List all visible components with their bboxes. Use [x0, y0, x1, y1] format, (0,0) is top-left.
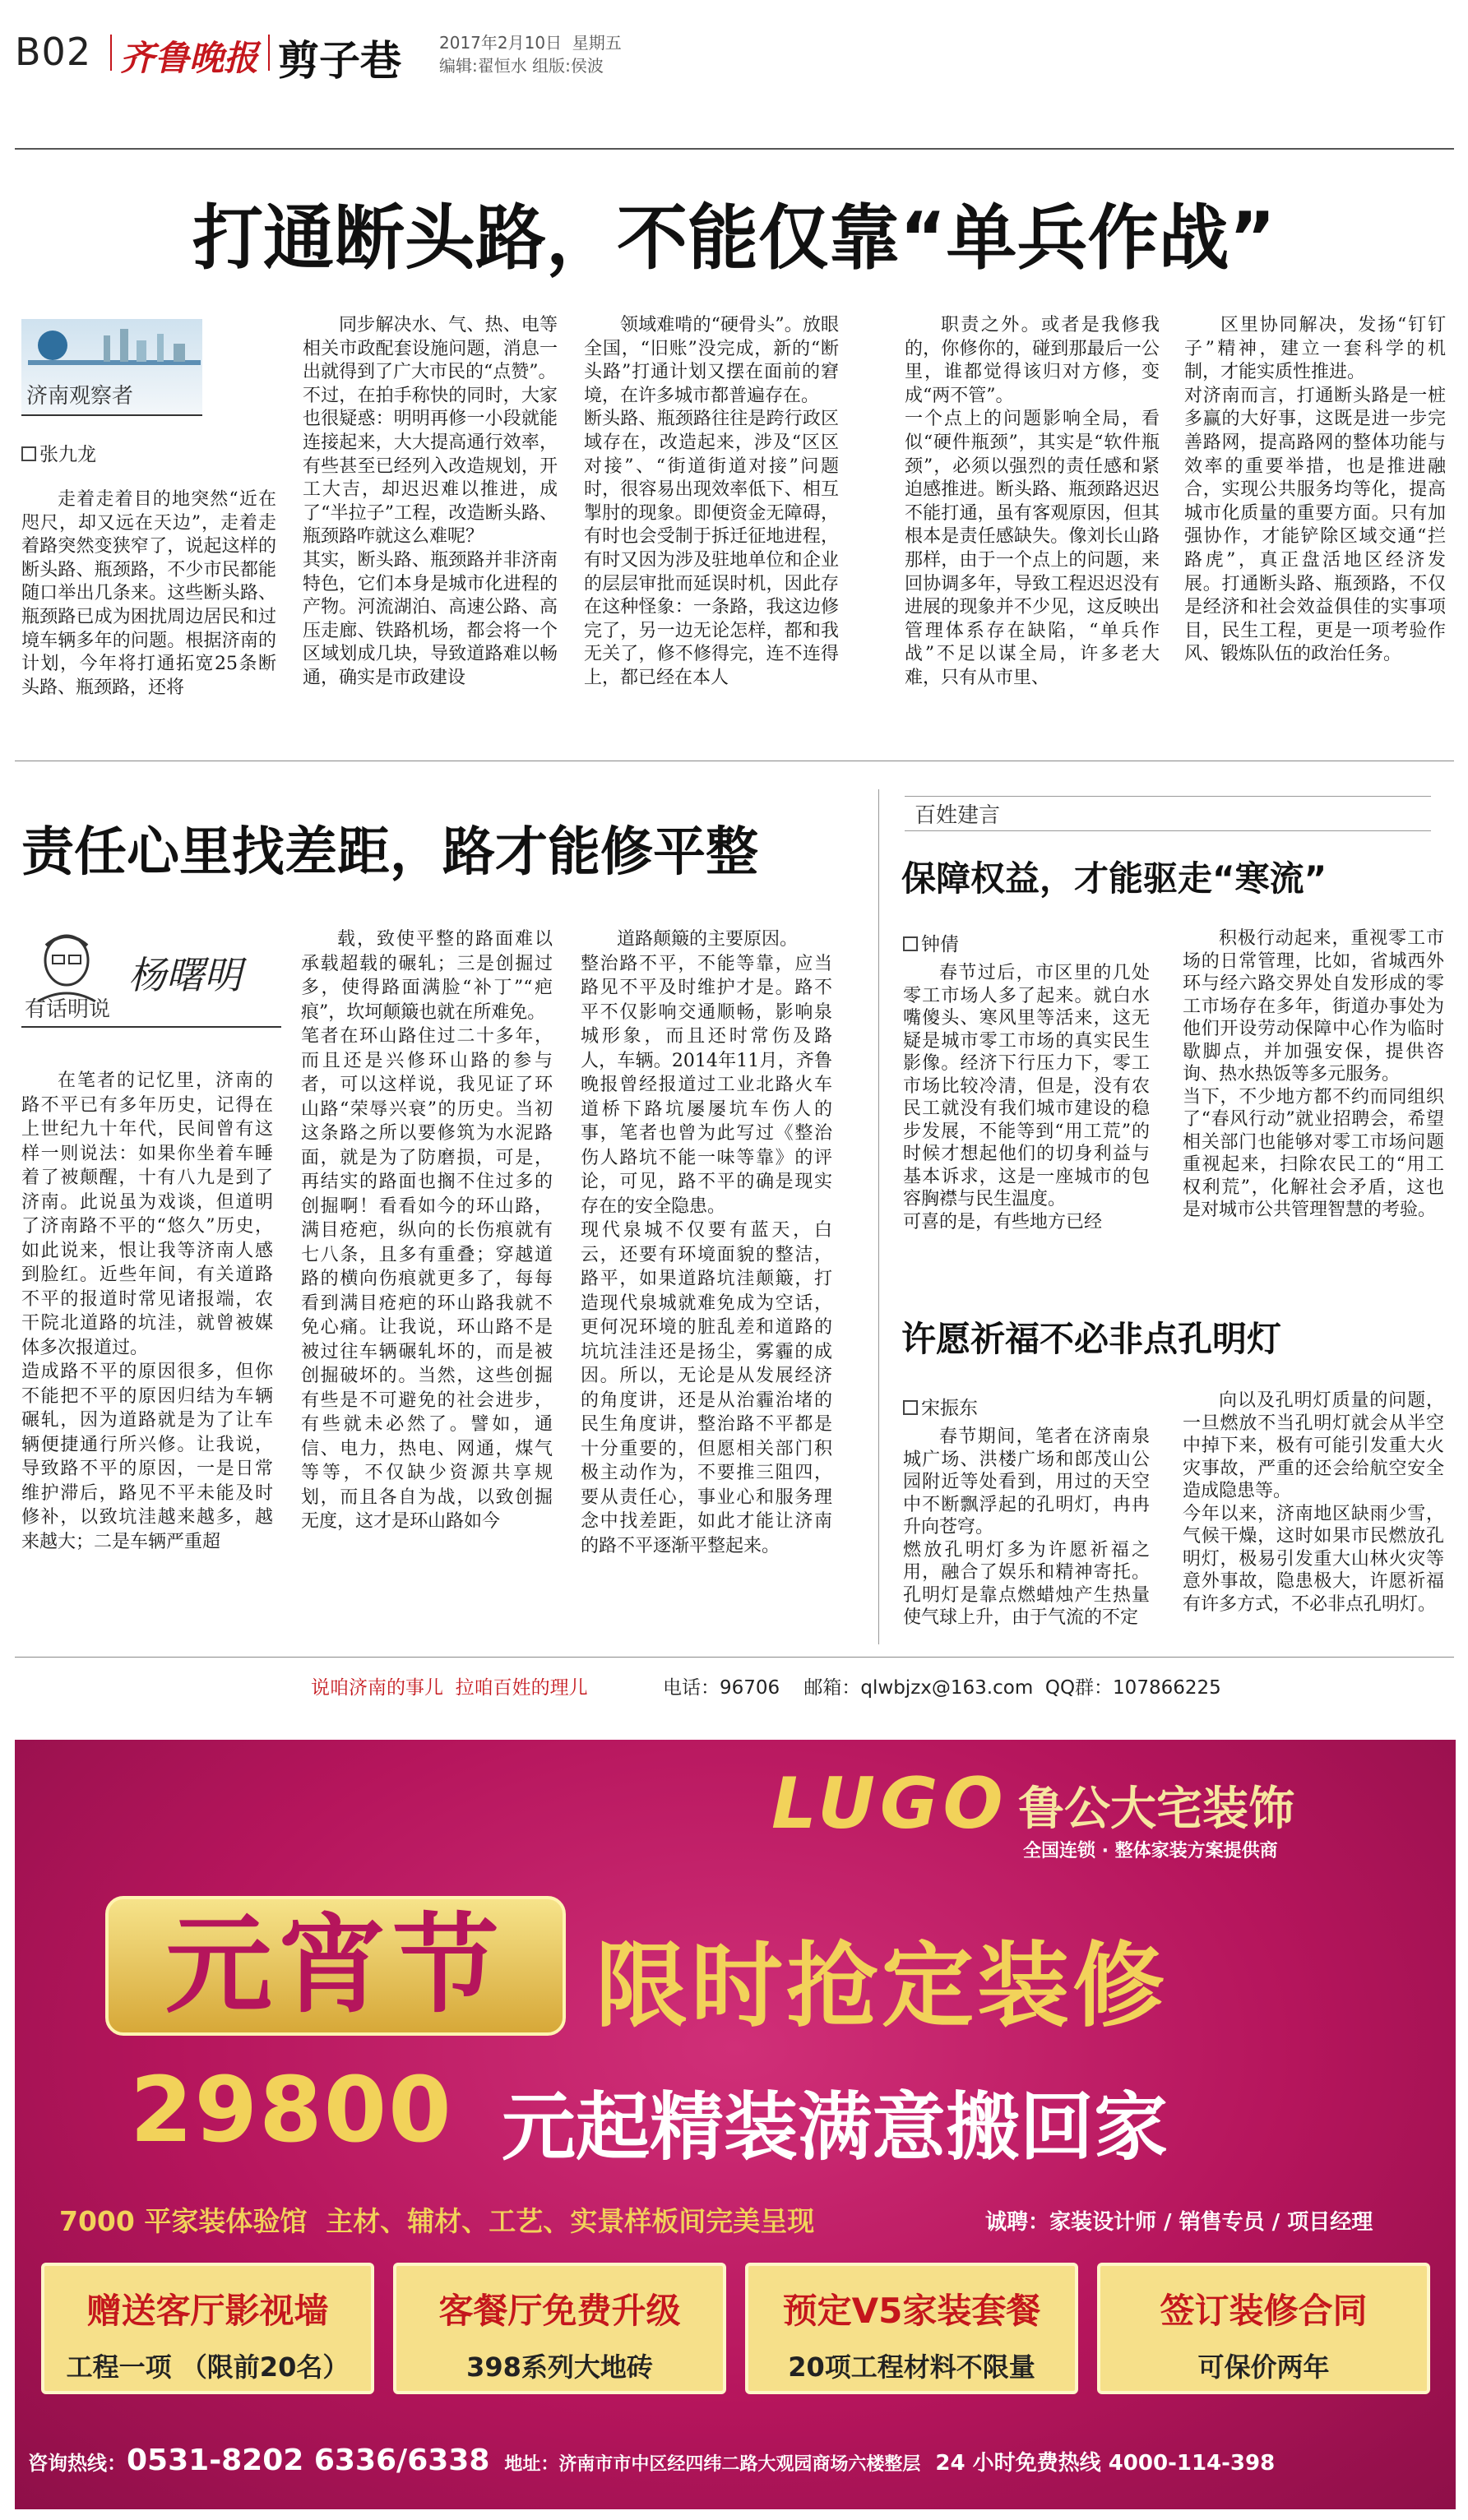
- ad-offer-3-line1: 预定V5家装套餐: [782, 2291, 1041, 2331]
- footer-rule: [15, 1657, 1454, 1658]
- ad-offer-box-1[interactable]: [41, 2263, 374, 2394]
- ad-contact-row: [28, 2444, 1443, 2493]
- ad-festival-text: 元宵节: [164, 1903, 506, 2028]
- portrait-sketch: [21, 927, 112, 1001]
- issue-date: 2017年2月10日 星期五: [439, 33, 622, 53]
- article1-col5: 区里协同解决，发扬“钉钉子”精神，建立一套科学的机制，才能实质性推进。 对济南而言，打通断头路是一桩多赢的大好事，这既是进一步完善路网，提高路网的整体功能与效率的重要举措，也是推进融合，实现公共服务均等化，提高城市化质量的重要方面。只有加强协作，才能铲除区域交通“拦路虎”，真正盘活地区经济发展。打通断头路、瓶颈路，不仅是经济和社会效益俱佳的实事项目，民生工程，更是一项考验作风、锻炼队伍的政治任务。: [1184, 315, 1446, 665]
- ad-offer-1-line1: 赠送客厅影视墙: [86, 2291, 329, 2331]
- ad-offer-3-line2: 20项工程材料不限量: [788, 2351, 1035, 2383]
- ad-hotline-24[interactable]: 24 小时免费热线 4000-114-398: [935, 2451, 1276, 2476]
- section-badge: 百姓建言: [905, 796, 1431, 831]
- article4-col2: 向以及孔明灯质量的问题，一旦燃放不当孔明灯就会从半空中掉下来，极有可能引发重大火灾事故，严重的还会给航空安全造成隐患等。 今年以来，济南地区缺雨少雪，气候干燥，这时如果市民燃放孔明灯，极易引发重大山林火灾等意外事故，隐患极大，许愿祈福有许多方式，不必非点孔明灯。: [1183, 1390, 1444, 1615]
- article2-col1: 在笔者的记忆里，济南的路不平已有多年历史，记得在上世纪九十年代，民间曾有这样一则说法：如果你坐着车睡着了被颠醒，十有八九是到了济南。此说虽为戏谈，但道明了济南路不平的“悠久”历史，如此说来，恨让我等济南人感到脸红。近些年间，有关道路不平的报道时常见诸报端，农干院北道路的坑洼，就曾被媒体多次报道过。 造成路不平的原因很多，但你不能把不平的原因归结为车辆碾轧，因为道路就是为了让车辆便捷通行所兴修。让我说，导致路不平的原因，一是日常维护滞后，路见不平未能及时修补，以致坑洼越来越多，越来越大；二是车辆严重超: [21, 1070, 273, 1552]
- ad-festival: [105, 1896, 566, 2036]
- ad-brand-sub: 全国连锁 · 整体家装方案提供商: [1023, 1841, 1278, 1861]
- column-name: 济南观察者: [26, 384, 134, 409]
- ad-recruit: 诚聘：家装设计师 / 销售专员 / 项目经理: [985, 2210, 1373, 2235]
- ad-address: 地址：济南市市中区经四纬二路大观园商场六楼整层: [504, 2454, 921, 2475]
- ad-offer-1-line2: 工程一项 （限前20名）: [66, 2351, 350, 2383]
- ad-offer-box-3[interactable]: [745, 2263, 1078, 2394]
- signature: 杨曙明: [128, 953, 242, 997]
- footer-contact: 电话：96706 邮箱：qlwbjzx@163.com QQ群：107866225: [663, 1677, 1221, 1699]
- ad-brand-block: [771, 1763, 1429, 1861]
- ad-price: 29800: [130, 2057, 453, 2162]
- ad-hotline-label: 咨询热线：: [28, 2452, 127, 2475]
- ad-headline: 限时抢定装修: [595, 1933, 1168, 2040]
- newspaper-logo: 齐鲁晚报: [120, 38, 259, 78]
- column-logo-youhua: [21, 927, 281, 1028]
- editors: 编辑:翟恒水 组版:侯波: [439, 56, 604, 76]
- headline-2: 责任心里找差距，路才能修平整: [21, 822, 758, 883]
- ad-brand-cn: 鲁公大宅装饰: [1018, 1782, 1294, 1836]
- ad-offer-2-line1: 客餐厅免费升级: [438, 2291, 681, 2331]
- ad-offer-4-line1: 签订装修合同: [1160, 2291, 1368, 2331]
- column-logo-jinan: [21, 319, 202, 416]
- footer-slogan: 说咱济南的事儿 拉咱百姓的理儿: [311, 1677, 588, 1699]
- article3-col1: 春节过后，市区里的几处零工市场人多了起来。就白水嘴傻头、寒风里等活来，这无疑是城市零工市场的真实民生影像。经济下行压力下，零工市场比较冷清，但是，没有农民工就没有我们城市建设的稳步发展，不能等到“用工荒”的时候才想起他们的切身利益与基本诉求，这是一座城市的包容胸襟与民生温度。 可喜的是，有些地方已经: [903, 963, 1150, 1232]
- ad-brand-en: LUGO: [771, 1763, 1008, 1845]
- ad-info-line: 7000 平家装体验馆 主材、辅材、工艺、实景样板间完美呈现: [59, 2205, 815, 2237]
- ad-offer-boxes: [41, 2263, 1439, 2402]
- ad-offer-box-4[interactable]: [1097, 2263, 1430, 2394]
- masthead-rule: [15, 148, 1454, 150]
- page-number: B02: [15, 30, 92, 74]
- article4-col1: 春节期间，笔者在济南泉城广场、洪楼广场和郎茂山公园附近等处看到，用过的天空中不断飘浮起的孔明灯，冉冉升向苍穹。 燃放孔明灯多为许愿祈福之用，融合了娱乐和精神寄托。孔明灯是靠点燃蜡烛产生热量使气球上升，由于气流的不定: [903, 1426, 1150, 1628]
- vertical-divider: [878, 789, 879, 1644]
- byline-1: 张九龙: [21, 439, 96, 466]
- article2-col3: 道路颠簸的主要原因。 整治路不平，不能等靠，应当路见不平及时维护才是。路不平不仅影响交通顺畅，影响泉城形象，而且还时常伤及路人，车辆。2014年11月，齐鲁晚报曾经报道过工业北路火车道桥下路坑屡屡坑车伤人的事，笔者也曾为此写过《整治伤人路坑不能一味等靠》的评论，可见，路不平的确是现实存在的安全隐患。 现代泉城不仅要有蓝天，白云，还要有环境面貌的整洁，路平，如果道路坑洼颠簸，打造现代泉城就难免成为空话，更何况环境的脏乱差和道路的坑坑洼洼还是扬尘，雾霾的成因。所以，无论是从发展经济的角度讲，还是从治霾治堵的民生角度讲，整治路不平都是十分重要的，但愿相关部门积极主动作为，不要推三阻四，要从责任心，事业心和服务理念中找差距，如此才能让济南的路不平逐渐平整起来。: [581, 929, 832, 1556]
- article1-col2: 同步解决水、气、热、电等相关市政配套设施问题，消息一出就得到了广大市民的“点赞”。 不过，在拍手称快的同时，大家也很疑惑：明明再修一小段就能连接起来，大大提高通行效率，有些甚至已经列入改造规划，开工大吉，却迟迟难以推进，成了“半拉子”工程，改造断头路、瓶颈路咋就这么难呢？ 其实，断头路、瓶颈路并非济南特色，它们本身是城市化进程的产物。河流湖泊、高速公路、高压走廊、铁路机场，都会将一个区域划成几块，导致道路难以畅通，确实是市政建设: [303, 315, 558, 688]
- ad-offer-box-2[interactable]: [393, 2263, 726, 2394]
- column-name-2: 有话明说: [25, 997, 111, 1022]
- ad-offer-2-line2: 398系列大地砖: [466, 2351, 653, 2383]
- headline-3: 保障权益，才能驱走“寒流”: [901, 858, 1327, 899]
- article2-col2: 载，致使平整的路面难以承载超载的碾轧；三是创掘过多，使得路面满脸“补丁”“疤痕”，坎坷颠簸也就在所难免。 笔者在环山路住过二十多年，而且还是兴修环山路的参与者，可以这样说，我见证了环山路“荣辱兴衰”的历史。当初这条路之所以要修筑为水泥路面，就是为了防磨损，可是，再结实的路面也搁不住过多的创掘啊！看看如今的环山路，满目疮疤，纵向的长伤痕就有七八条，且多有重叠；穿越道路的横向伤痕就更多了，每每看到满目疮疤的环山路我就不免心痛。让我说，环山路不是被过往车辆碾轧坏的，而是被创掘破坏的。当然，这些创掘有些是不可避免的社会进步，有些就未必然了。譬如，通信、电力，热电、网通，煤气等等，不仅缺少资源共享规划，而且各自为战，以致创掘无度，这才是环山路如今: [301, 929, 553, 1532]
- headline-4: 许愿祈福不必非点孔明灯: [901, 1319, 1282, 1359]
- article1-col4: 职责之外。或者是我修我的，你修你的，碰到那最后一公里，谁都觉得该归对方修，变成“两不管”。 一个点上的问题影响全局，看似“硬件瓶颈”，其实是“软件瓶颈”，必须以强烈的责任感和紧迫感推进。断头路、瓶颈路迟迟不能打通，虽有客观原因，但其根本是责任感缺失。像刘长山路那样，由于一个点上的问题，来回协调多年，导致工程迟迟没有进展的现象并不少见，这反映出管理体系存在缺陷，“单兵作战”不足以谋全局，许多老大难，只有从市里、: [905, 315, 1160, 688]
- byline-3: 钟倩: [903, 929, 959, 956]
- advertisement[interactable]: [15, 1740, 1456, 2509]
- byline-4: 宋振东: [903, 1393, 978, 1420]
- ad-hotline[interactable]: 0531-8202 6336/6338: [127, 2444, 490, 2477]
- masthead-divider-2: [268, 35, 270, 71]
- article1-col1: 走着走着目的地突然“近在咫尺，却又远在天边”，走着走着路突然变狭窄了，说起这样的断头路、瓶颈路，不少市民都能随口举出几条来。这些断头路、瓶颈路已成为困扰周边居民和过境车辆多年的问题。根据济南的计划，今年将打通拓宽25条断头路、瓶颈路，还将: [21, 489, 276, 698]
- masthead-divider: [110, 35, 112, 71]
- ad-offer-4-line2: 可保价两年: [1197, 2351, 1330, 2383]
- section-title: 剪子巷: [278, 37, 401, 85]
- ad-price-text: 元起精装满意搬回家: [502, 2084, 1168, 2171]
- headline-1: 打通断头路，不能仅靠“单兵作战”: [192, 197, 1276, 280]
- article3-col2: 积极行动起来，重视零工市场的日常管理，比如，省城西外环与经六路交界处自发形成的零工市场存在多年，街道办事处为他们开设劳动保障中心作为临时歇脚点，并加强安保，提供咨询、热水热饭等多元服务。 当下，不少地方都不约而同组织了“春风行动”就业招聘会，希望相关部门也能够对零工市场问题重视起来，扫除农民工的“用工权利荒”，化解社会矛盾，这也是对城市公共管理智慧的考验。: [1183, 928, 1444, 1220]
- article1-col3: 领域难啃的“硬骨头”。放眼全国，“旧账”没完成，新的“断头路”打通计划又摆在面前的窘境，在许多城市都普遍存在。 断头路、瓶颈路往往是跨行政区域存在，改造起来，涉及“区区对接”、“街道街道对接”问题时，很容易出现效率低下、相互掣肘的现象。即便资金无障碍，有时也会受制于拆迁征地进程，有时又因为涉及驻地单位和企业的层层审批而延误时机，因此存在这种怪象：一条路，我这边修完了，另一边无论怎样，都和我无关了，修不修得完，连不连得上，都已经在本人: [584, 315, 839, 688]
